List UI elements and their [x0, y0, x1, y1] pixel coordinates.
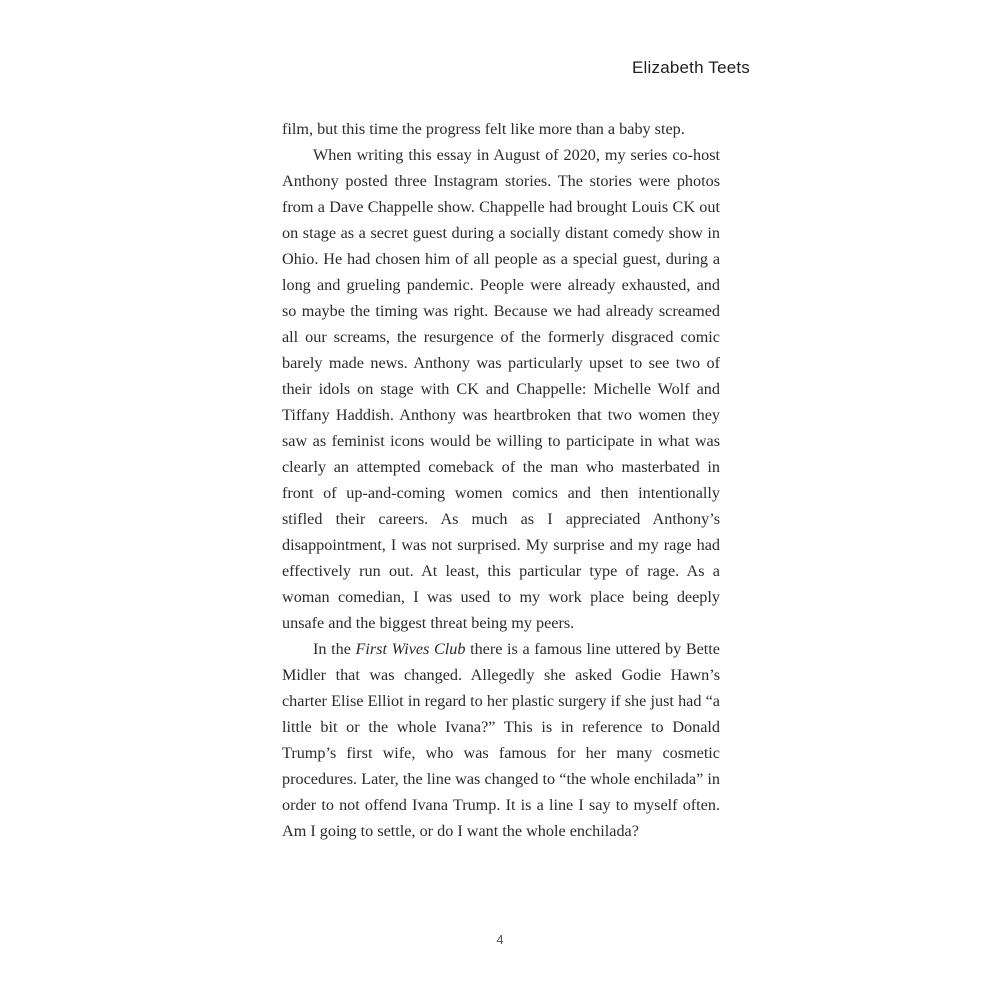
body-text: [282, 116, 720, 844]
paragraph-lead-in: In the: [313, 640, 356, 658]
film-title: First Wives Club: [355, 640, 466, 658]
paragraph-first-wives-club: [282, 636, 720, 844]
paragraph-chappelle: When writing this essay in August of 2020, my series co-host Anthony posted three Instagram stories. The stories were photos from a Dave Chappelle show. Chappelle had brought Louis CK out on stage as a secret guest during a socially distant comedy show in Ohio. He had chosen him of all people as a special guest, during a long and grueling pandemic. People were already exhausted, and so maybe the timing was right. Because we had already screamed all our screams, the resurgence of the formerly disgraced comic barely made news. Anthony was particularly upset to see two of their idols on stage with CK and Chappelle: Michelle Wolf and Tiffany Haddish. Anthony was heartbroken that two women they saw as feminist icons would be willing to participate in what was clearly an attempted comeback of the man who masterbated in front of up-and-coming women comics and then intentionally stifled their careers. As much as I appreciated Anthony’s disappointment, I was not surprised. My surprise and my rage had effectively run out. At least, this particular type of rage. As a woman comedian, I was used to my work place being deeply unsafe and the biggest threat being my peers.: [282, 146, 720, 632]
paragraph-continuation: film, but this time the progress felt like more than a baby step.: [282, 120, 685, 138]
running-header-author: Elizabeth Teets: [632, 58, 750, 77]
page-number: 4: [496, 932, 504, 947]
paragraph-remainder: there is a famous line uttered by Bette Midler that was changed. Allegedly she asked Godie Hawn’s charter Elise Elliot in regard to her plastic surgery if she just had “a little bit or the whole Ivana?” This is in reference to Donald Trump’s first wife, who was famous for her many cosmetic procedures. Later, the line was changed to “the whole enchilada” in order to not offend Ivana Trump. It is a line I say to myself often. Am I going to settle, or do I want the whole enchilada?: [282, 640, 720, 840]
